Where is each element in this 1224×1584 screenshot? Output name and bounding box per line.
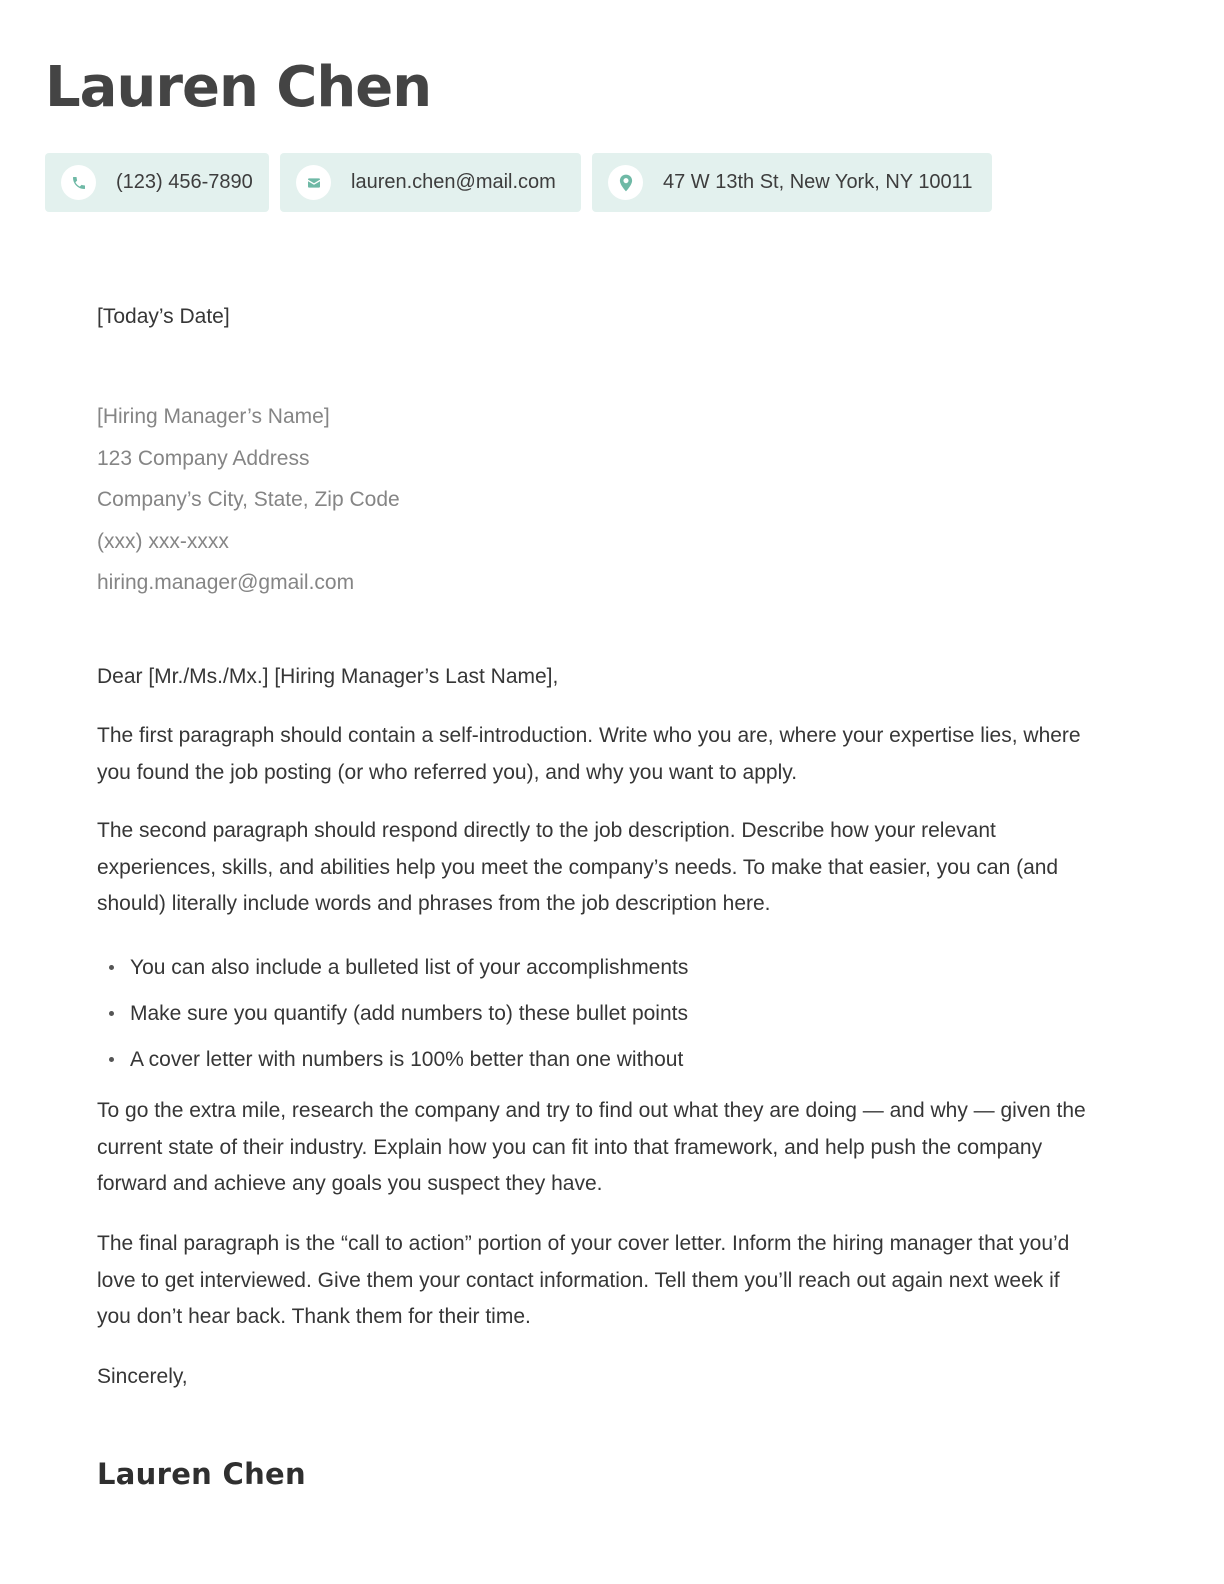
paragraph-intro: The first paragraph should contain a self-introduction. Write who you are, where your expertise lies, where you found the job posting (or who referred you), and why you want to apply. [97,724,1081,784]
contact-bar [45,153,992,212]
email-address: lauren.chen@mail.com [351,171,556,193]
recipient-phone: (xxx) xxx-xxxx [97,529,229,553]
recipient-email: hiring.manager@gmail.com [97,571,355,594]
recipient-name: [Hiring Manager’s Name] [97,405,330,428]
paragraph-job-fit: The second paragraph should respond directly to the job description. Describe how your relevant experiences, skills, and abilities help you meet the company’s needs. To make that easier, you can (and should) literally include words and phrases from the job description here. [97,819,1059,915]
recipient-block [97,396,400,604]
paragraph-research: To go the extra mile, research the company and try to find out what they are doing — and why — given the current state of their industry. Explain how you can fit into that framework, and help push the company forward and achieve any goals you suspect they have. [97,1099,1086,1195]
bullet-dot [109,1057,114,1062]
salutation: Dear [Mr./Ms./Mx.] [Hiring Manager’s Last Name], [97,665,559,688]
bullet-dot [109,965,114,970]
applicant-name: Lauren Chen [45,55,432,120]
list-item-text: Make sure you quantify (add numbers to) these bullet points [130,1002,688,1025]
phone-number: (123) 456-7890 [116,171,253,193]
address-contact[interactable] [592,153,992,212]
recipient-address: 123 Company Address [97,446,310,470]
accomplishment-list [97,945,688,1083]
signature-name: Lauren Chen [97,1457,306,1491]
email-contact[interactable] [280,153,581,212]
letter-date: [Today’s Date] [97,305,230,328]
bullet-dot [109,1011,114,1016]
list-item [97,945,688,991]
phone-contact[interactable] [45,153,269,212]
street-address: 47 W 13th St, New York, NY 10011 [663,171,973,193]
paragraph-call-to-action: The final paragraph is the “call to action” portion of your cover letter. Inform the hiring manager that you’d love to get interviewed. Give them your contact information. Tell them you’ll reach out again next week if you don’t hear back. Thank them for their time. [97,1232,1070,1328]
list-item-text: A cover letter with numbers is 100% better than one without [130,1048,684,1071]
phone-icon [61,165,96,200]
list-item [97,991,688,1037]
list-item-text: You can also include a bulleted list of your accomplishments [130,956,689,979]
closing: Sincerely, [97,1365,188,1388]
location-pin-icon [608,165,643,200]
recipient-city: Company’s City, State, Zip Code [97,488,400,511]
mail-icon [296,165,331,200]
list-item [97,1037,688,1083]
